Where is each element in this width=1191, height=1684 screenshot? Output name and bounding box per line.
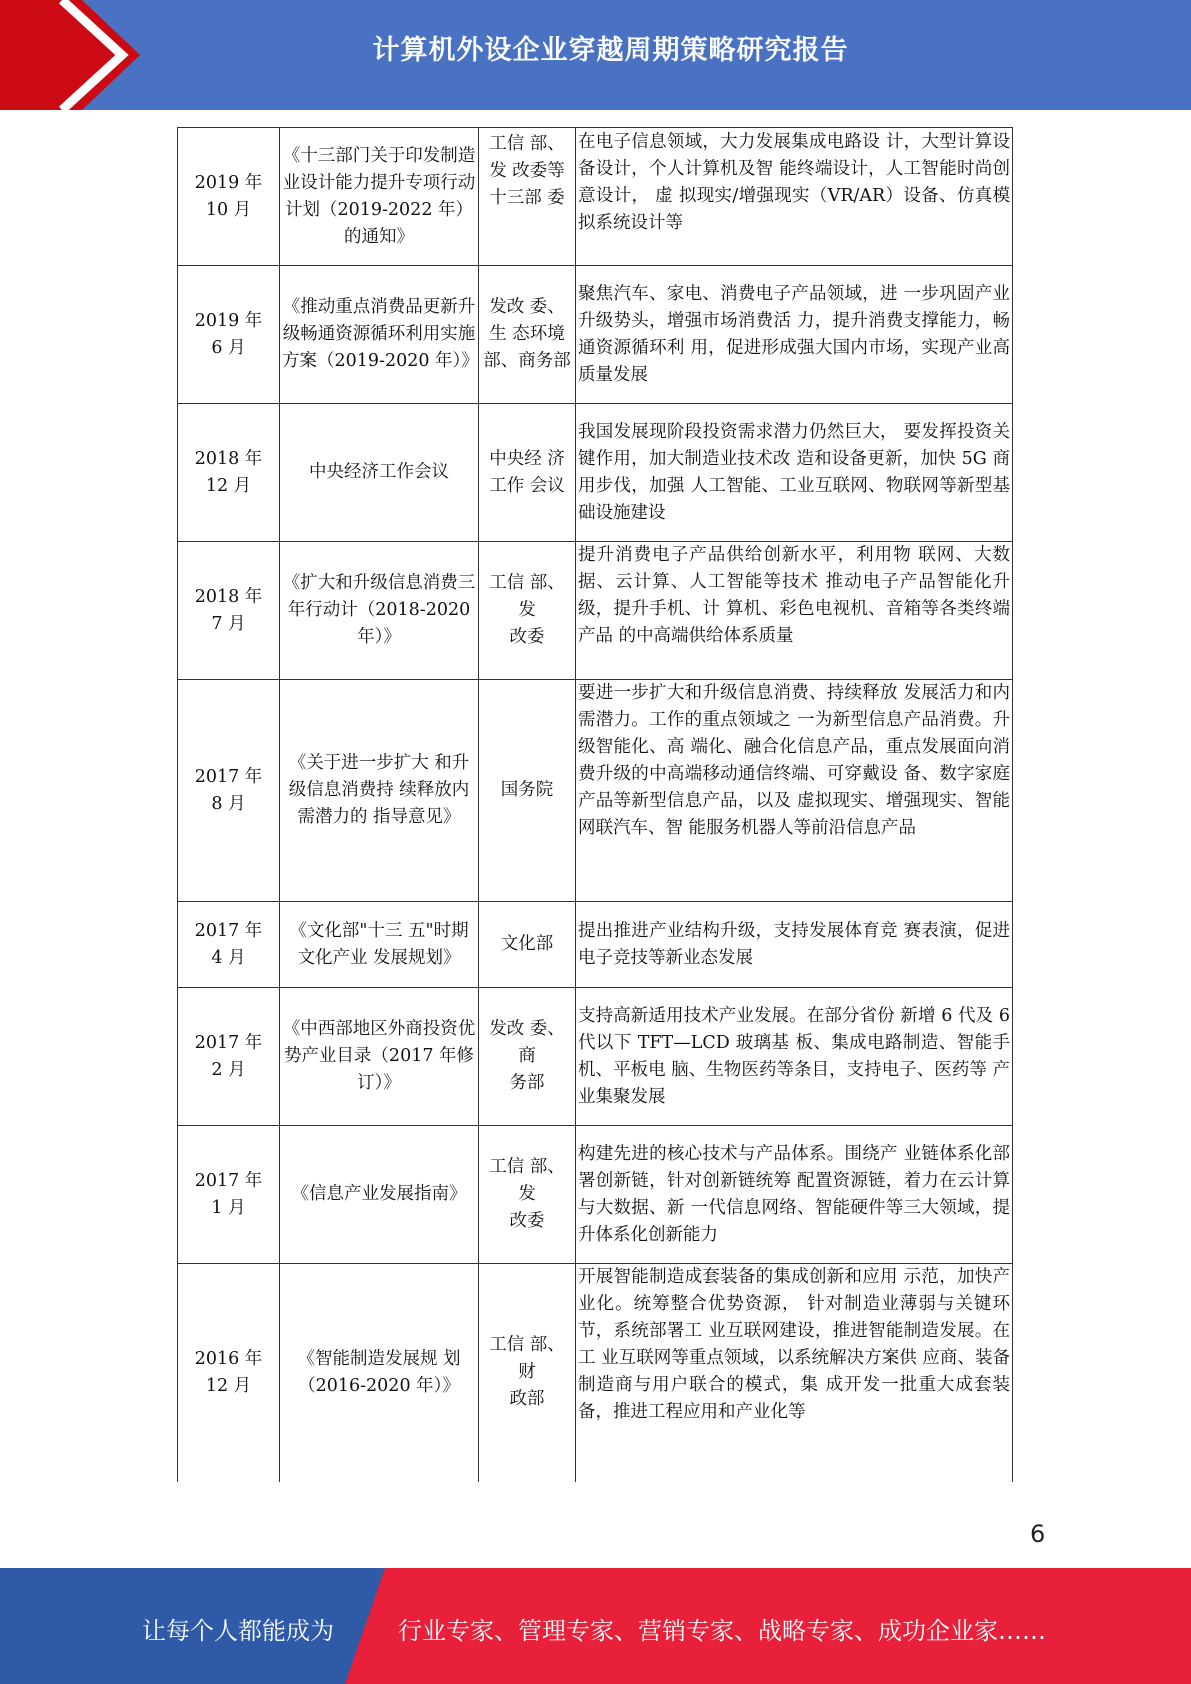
- department-cell: 工信 部、发 改委: [479, 542, 576, 680]
- date-cell: 2018 年 12 月: [178, 404, 280, 542]
- content-cell: 提出推进产业结构升级，支持发展体育竞 赛表演，促进电子竞技等新业态发展: [576, 902, 1013, 988]
- document-cell: 《推动重点消费品更新升级畅通资源循环利用实施方案（2019-2020 年）》: [280, 266, 479, 404]
- page-number: 6: [1030, 1520, 1046, 1548]
- table-row: [178, 266, 1013, 404]
- department-cell: 国务院: [479, 680, 576, 902]
- department-cell: 中央经 济工作 会议: [479, 404, 576, 542]
- footer-slogan-left: 让每个人都能成为: [142, 1617, 334, 1645]
- table-row: [178, 1126, 1013, 1264]
- date-cell: 2017 年 2 月: [178, 988, 280, 1126]
- table-row: [178, 902, 1013, 988]
- department-cell: 发改 委、商 务部: [479, 988, 576, 1126]
- document-cell: 《关于进一步扩大 和升级信息消费持 续释放内需潜力的 指导意见》: [280, 680, 479, 902]
- document-cell: 《十三部门关于印发制造业设计能力提升专项行动计划（2019-2022 年） 的通知》: [280, 128, 479, 266]
- document-cell: 《中西部地区外商投资优势产业目录（2017 年修订）》: [280, 988, 479, 1126]
- date-cell: 2017 年 8 月: [178, 680, 280, 902]
- table-row: [178, 542, 1013, 680]
- content-cell: 在电子信息领域，大力发展集成电路设 计，大型计算设备设计，个人计算机及智 能终端设计，人工智能时尚创意设计， 虚 拟现实/增强现实（VR/AR）设备、仿真模 拟系统设计等: [576, 128, 1013, 266]
- department-cell: 文化部: [479, 902, 576, 988]
- document-cell: 《文化部"十三 五"时期文化产业 发展规划》: [280, 902, 479, 988]
- content-cell: 我国发展现阶段投资需求潜力仍然巨大， 要发挥投资关键作用，加大制造业技术改 造和设备更新，加快 5G 商用步伐，加强 人工智能、工业互联网、物联网等新型基 础设施建设: [576, 404, 1013, 542]
- date-cell: 2019 年 10 月: [178, 128, 280, 266]
- content-cell: 要进一步扩大和升级信息消费、持续释放 发展活力和内需潜力。工作的重点领域之 一为新型信息产品消费。升级智能化、高 端化、融合化信息产品，重点发展面向消 费升级的中高端移动通信终端、可穿戴设 备、数字家庭产品等新型信息产品，以及 虚拟现实、增强现实、智能网联汽车、智 能服务机器人等前沿信息产品: [576, 680, 1013, 902]
- date-cell: 2017 年 1 月: [178, 1126, 280, 1264]
- document-cell: 中央经济工作会议: [280, 404, 479, 542]
- table-row: [178, 1264, 1013, 1482]
- table-row: [178, 404, 1013, 542]
- content-cell: 提升消费电子产品供给创新水平，利用物 联网、大数据、云计算、人工智能等技术 推动电子产品智能化升级，提升手机、计 算机、彩色电视机、音箱等各类终端产品 的中高端供给体系质量: [576, 542, 1013, 680]
- footer-slogan-right: 行业专家、管理专家、营销专家、战略专家、成功企业家……: [398, 1617, 1046, 1645]
- date-cell: 2019 年 6 月: [178, 266, 280, 404]
- policy-table: [177, 127, 1013, 1482]
- footer-banner: [0, 1568, 1191, 1684]
- content-cell: 支持高新适用技术产业发展。在部分省份 新增 6 代及 6 代以下 TFT—LCD 玻璃基 板、集成电路制造、智能手机、平板电 脑、生物医药等条目，支持电子、医药等 产业集聚发展: [576, 988, 1013, 1126]
- department-cell: 工信 部、财 政部: [479, 1264, 576, 1482]
- table-row: [178, 988, 1013, 1126]
- content-cell: 构建先进的核心技术与产品体系。围绕产 业链体系化部署创新链，针对创新链统筹 配置资源链，着力在云计算与大数据、新 一代信息网络、智能硬件等三大领域，提 升体系化创新能力: [576, 1126, 1013, 1264]
- content-cell: 开展智能制造成套装备的集成创新和应用 示范，加快产业化。统筹整合优势资源， 针对制造业薄弱与关键环节，系统部署工 业互联网建设，推进智能制造发展。在工 业互联网等重点领域，以系统解决方案供 应商、装备制造商与用户联合的模式，集 成开发一批重大成套装备，推进工程应用和产业化等: [576, 1264, 1013, 1482]
- report-title: 计算机外设企业穿越周期策略研究报告: [372, 35, 849, 66]
- document-cell: 《信息产业发展指南》: [280, 1126, 479, 1264]
- date-cell: 2016 年 12 月: [178, 1264, 280, 1482]
- table-row: [178, 128, 1013, 266]
- document-cell: 《扩大和升级信息消费三年行动计（2018-2020 年）》: [280, 542, 479, 680]
- department-cell: 工信 部、发 改委等十三部 委: [479, 128, 576, 266]
- header-banner: [0, 0, 1191, 110]
- content-cell: 聚焦汽车、家电、消费电子产品领域，进 一步巩固产业升级势头，增强市场消费活 力，提升消费支撑能力，畅通资源循环利 用，促进形成强大国内市场，实现产业高 质量发展: [576, 266, 1013, 404]
- date-cell: 2017 年 4 月: [178, 902, 280, 988]
- date-cell: 2018 年 7 月: [178, 542, 280, 680]
- department-cell: 工信 部、发 改委: [479, 1126, 576, 1264]
- document-cell: 《智能制造发展规 划（2016-2020 年）》: [280, 1264, 479, 1482]
- department-cell: 发改 委、生 态环境部、商务部: [479, 266, 576, 404]
- table-row: [178, 680, 1013, 902]
